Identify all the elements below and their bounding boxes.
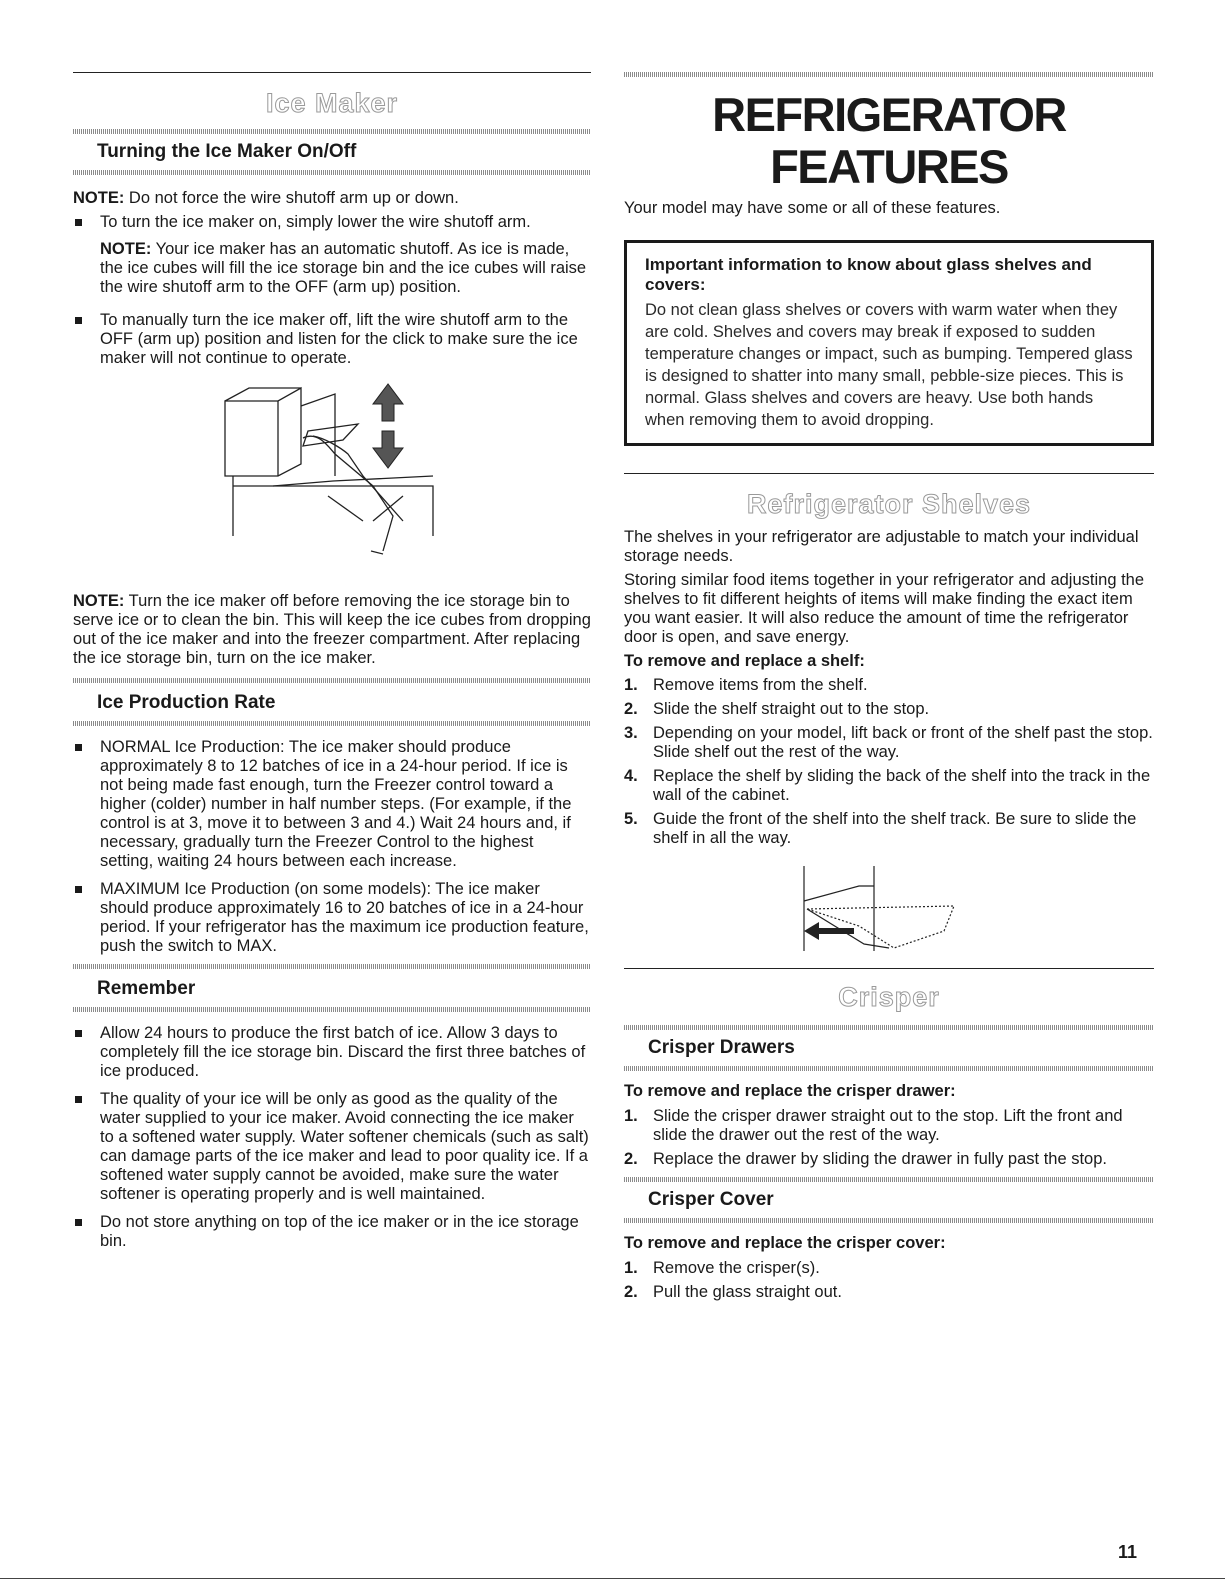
list-item: To turn the ice maker on, simply lower the wire shutoff arm. NOTE: Your ice maker has an automatic shutoff. As ice is made, the ice cubes will fill the ice storage bin and the ice cubes will raise the wire shutoff arm to the OFF (arm up) position. xyxy=(73,213,591,297)
heading-remember: Remember xyxy=(97,978,196,999)
section-divider xyxy=(624,473,1154,474)
section-divider xyxy=(624,968,1154,969)
hatch-divider xyxy=(624,1025,1154,1030)
glass-shelves-info-box xyxy=(624,240,1154,446)
shelves-paragraph-2: Storing similar food items together in your refrigerator and adjusting the shelves to fit different heights of items will make finding the exact item you want easier. It will also reduce the amount of time the refrigerator door is open, and save energy. xyxy=(624,571,1145,646)
list-item: 2. Slide the shelf straight out to the stop. xyxy=(624,700,930,718)
shelves-paragraph-1: The shelves in your refrigerator are adjustable to match your individual storage needs. xyxy=(624,528,1139,565)
list-item: 1. Remove the crisper(s). xyxy=(624,1259,820,1277)
info-box-body: Do not clean glass shelves or covers with warm water when they are cold. Shelves and covers may break if exposed to sudden temperature changes or impact, such as bumping. Tempered glass is designed to shatter into many small, pebble-size pieces. This is normal. Glass shelves and covers are heavy. Use both hands when removing them to avoid dropping. xyxy=(645,301,1133,429)
section-title-crisper: Crisper xyxy=(838,982,940,1012)
slide-arrow-icon xyxy=(804,922,854,940)
heading-ice-production-rate: Ice Production Rate xyxy=(97,692,276,713)
heading-turning-on-off: Turning the Ice Maker On/Off xyxy=(97,141,357,162)
intro-text: Your model may have some or all of these features. xyxy=(624,199,1001,217)
list-item: The quality of your ice will be only as good as the quality of the water supplied to your ice maker. Avoid connecting the ice maker to a softened water supply. Water softener chemicals (such as salt) can damage parts of the ice maker and lead to poor quality ice. If a softened water supply cannot be avoided, make sure the water softener is operating properly and is well maintained. xyxy=(73,1090,591,1204)
list-item: 1. Slide the crisper drawer straight out to the stop. Lift the front and slide the drawer out the rest of the way. xyxy=(624,1107,1123,1144)
list-item: MAXIMUM Ice Production (on some models): The ice maker should produce approximately 16 to 20 batches of ice in a 24-hour period. If your refrigerator has the maximum ice production feature, push the switch to MAX. xyxy=(73,880,591,956)
shelf-steps xyxy=(624,676,1154,848)
info-box-title: Important information to know about glass shelves and covers: xyxy=(645,255,1092,294)
production-bullets xyxy=(73,738,591,956)
arrow-down-icon xyxy=(373,431,403,468)
hatch-divider xyxy=(73,964,591,969)
list-item: To manually turn the ice maker off, lift the wire shutoff arm to the OFF (arm up) position and listen for the click to make sure the ice maker will not continue to operate. xyxy=(73,311,591,368)
list-item: 4. Replace the shelf by sliding the back of the shelf into the track in the wall of the cabinet. xyxy=(624,767,1151,804)
ice-maker-illustration xyxy=(73,376,591,586)
crisper-drawer-procedure-title: To remove and replace the crisper drawer: xyxy=(624,1082,956,1100)
heading-crisper-drawers: Crisper Drawers xyxy=(648,1037,795,1058)
hatch-divider xyxy=(624,72,1154,77)
crisper-cover-steps xyxy=(624,1259,1154,1302)
automatic-shutoff-note: NOTE: Your ice maker has an automatic shutoff. As ice is made, the ice cubes will fill the ice storage bin and the ice cubes will raise the wire shutoff arm to the OFF (arm up) position. xyxy=(100,240,587,296)
shelf-illustration xyxy=(624,856,1154,956)
right-column xyxy=(624,0,1154,1307)
section-title-refrigerator-shelves: Refrigerator Shelves xyxy=(746,489,1032,519)
heading-crisper-cover: Crisper Cover xyxy=(648,1189,774,1210)
note-force-arm: NOTE: Do not force the wire shutoff arm up or down. xyxy=(73,189,459,207)
page-number: 11 xyxy=(1118,1542,1138,1562)
section-divider xyxy=(73,72,591,73)
hatch-divider xyxy=(73,678,591,683)
list-item: 3. Depending on your model, lift back or front of the shelf past the stop. Slide shelf out the rest of the way. xyxy=(624,724,1153,761)
hatch-divider xyxy=(624,1177,1154,1182)
list-item: Do not store anything on top of the ice maker or in the ice storage bin. xyxy=(73,1213,591,1251)
turning-bullets xyxy=(73,213,591,368)
remember-bullets xyxy=(73,1024,591,1251)
arrow-up-icon xyxy=(373,384,403,421)
hatch-divider xyxy=(73,129,591,134)
list-item: NORMAL Ice Production: The ice maker should produce approximately 8 to 12 batches of ice in a 24-hour period. If ice is not being made fast enough, turn the Freezer control toward a higher (colder) number in half number steps. (For example, if the control is at 3, move it to between 3 and 4.) Wait 24 hours and, if necessary, gradually turn the Freezer Control to the highest setting, waiting 24 hours between each increase. xyxy=(73,738,591,871)
section-title-ice-maker: Ice Maker xyxy=(265,88,399,118)
note-turn-off-before-removing: NOTE: Turn the ice maker off before removing the ice storage bin to serve ice or to clean the bin. This will keep the ice cubes from dropping out of the ice maker and into the freezer compartment. After replacing the ice storage bin, turn on the ice maker. xyxy=(73,592,591,667)
hatch-divider xyxy=(73,1007,591,1012)
list-item: 2. Replace the drawer by sliding the drawer in fully past the stop. xyxy=(624,1150,1107,1168)
list-item: Allow 24 hours to produce the first batch of ice. Allow 3 days to completely fill the ice storage bin. Discard the first three batches of ice produced. xyxy=(73,1024,591,1081)
hatch-divider xyxy=(73,721,591,726)
crisper-drawer-steps xyxy=(624,1107,1154,1169)
crisper-cover-procedure-title: To remove and replace the crisper cover: xyxy=(624,1234,946,1252)
page-bottom-edge xyxy=(0,1578,1225,1579)
list-item: 2. Pull the glass straight out. xyxy=(624,1283,842,1301)
list-item: 1. Remove items from the shelf. xyxy=(624,676,868,694)
page-title: REFRIGERATOR FEATURES xyxy=(712,88,1066,193)
hatch-divider xyxy=(624,1218,1154,1223)
hatch-divider xyxy=(624,1066,1154,1071)
hatch-divider xyxy=(73,170,591,175)
left-column xyxy=(73,0,591,1258)
list-item: 5. Guide the front of the shelf into the shelf track. Be sure to slide the shelf in all the way. xyxy=(624,810,1137,847)
shelf-procedure-title: To remove and replace a shelf: xyxy=(624,652,865,670)
